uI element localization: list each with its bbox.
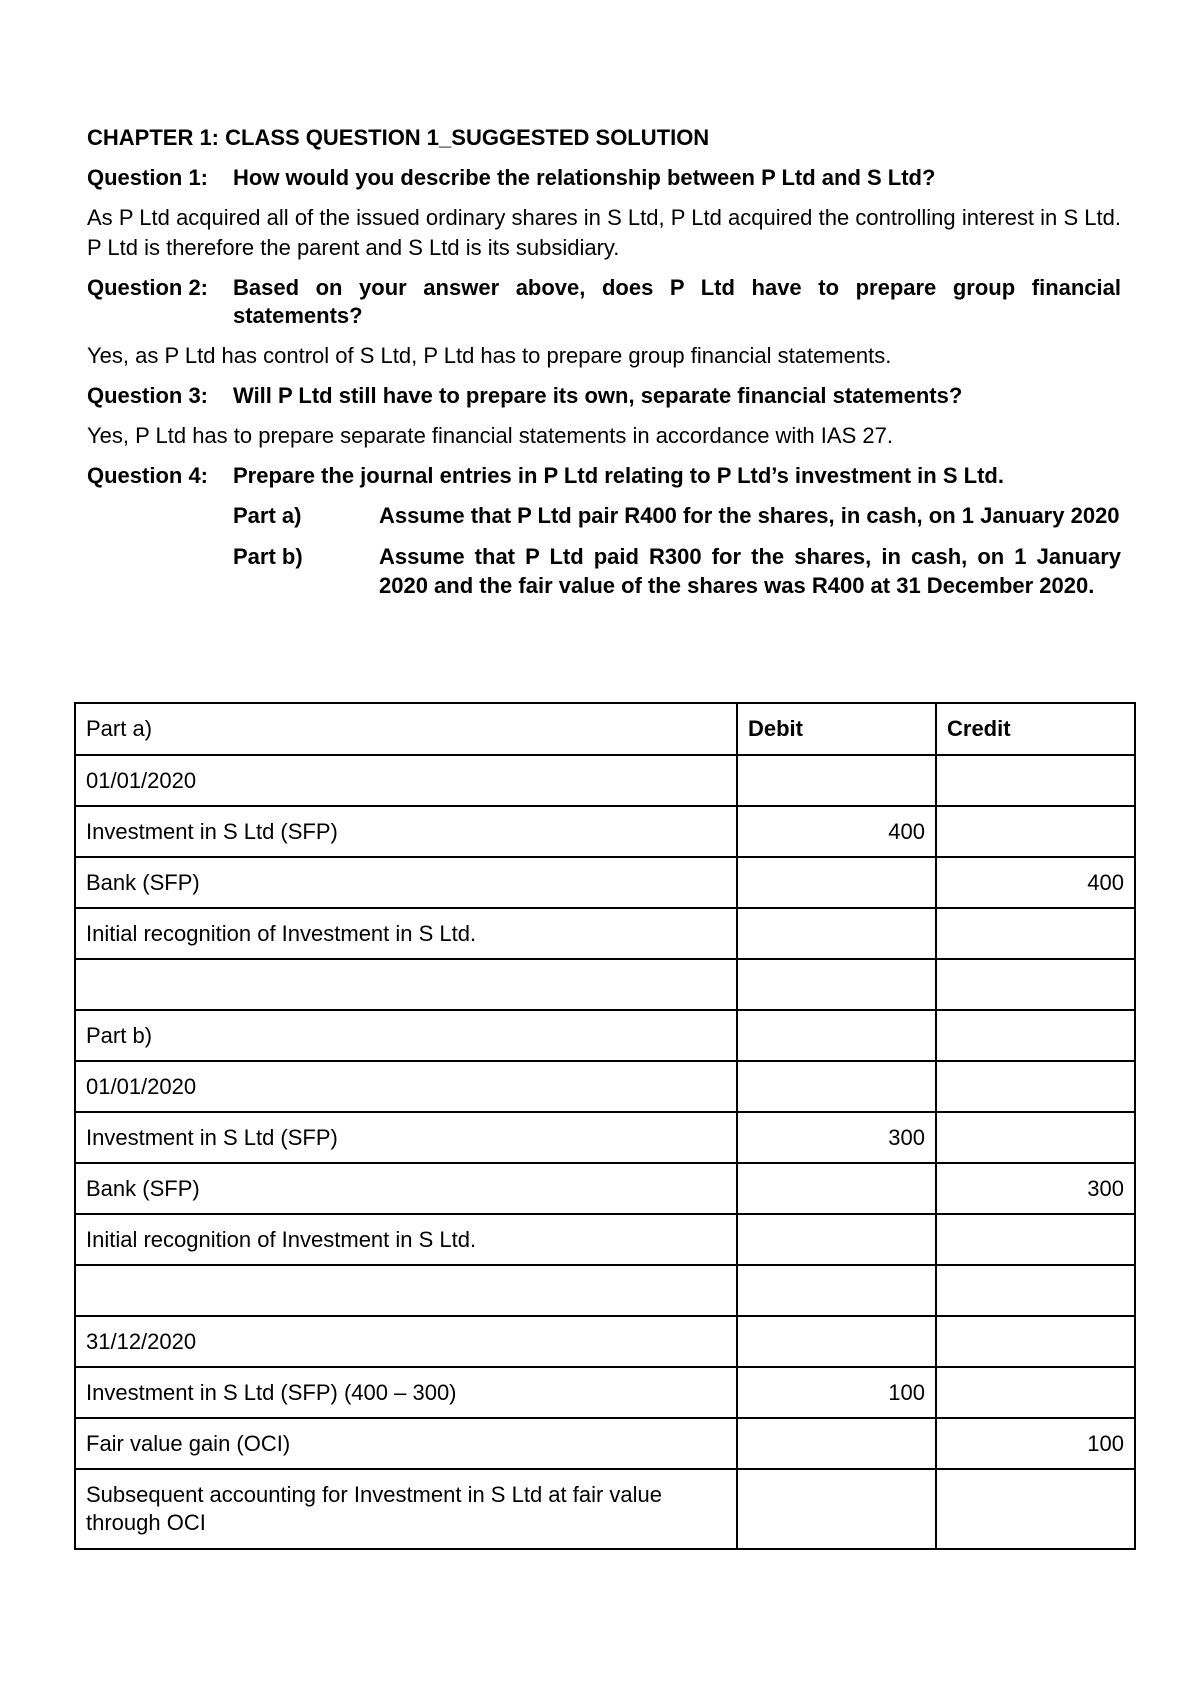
question-3 — [87, 382, 1121, 410]
table-row — [75, 1214, 1135, 1265]
row-debit — [737, 1010, 936, 1061]
row-description: Investment in S Ltd (SFP) — [75, 1112, 737, 1163]
table-row — [75, 1163, 1135, 1214]
row-credit — [936, 959, 1135, 1010]
row-credit — [936, 1112, 1135, 1163]
answer-1: As P Ltd acquired all of the issued ordinary shares in S Ltd, P Ltd acquired the controlling interest in S Ltd. P Ltd is therefore the parent and S Ltd is its subsidiary. — [87, 205, 1121, 260]
question-text: Based on your answer above, does P Ltd have to prepare group financial statements? — [233, 275, 1121, 328]
question-text: Prepare the journal entries in P Ltd relating to P Ltd’s investment in S Ltd. — [233, 463, 1004, 488]
row-description: Investment in S Ltd (SFP) — [75, 806, 737, 857]
question-label: Question 3: — [87, 383, 209, 408]
row-description: 01/01/2020 — [75, 755, 737, 806]
row-debit — [737, 1061, 936, 1112]
row-debit — [737, 1316, 936, 1367]
question-2 — [87, 274, 1121, 330]
answer-2: Yes, as P Ltd has control of S Ltd, P Ltd has to prepare group financial statements. — [87, 343, 892, 368]
row-credit: 400 — [936, 857, 1135, 908]
header-description: Part a) — [75, 703, 737, 755]
question-text: How would you describe the relationship between P Ltd and S Ltd? — [233, 165, 936, 190]
table-header-row — [75, 703, 1135, 755]
row-debit — [737, 1214, 936, 1265]
row-description: 01/01/2020 — [75, 1061, 737, 1112]
table-row — [75, 806, 1135, 857]
row-credit — [936, 908, 1135, 959]
row-description — [75, 1265, 737, 1316]
document-page — [87, 124, 1121, 612]
table-row — [75, 1061, 1135, 1112]
row-debit — [737, 1469, 936, 1549]
row-credit — [936, 1367, 1135, 1418]
row-debit — [737, 1418, 936, 1469]
row-credit — [936, 1061, 1135, 1112]
row-credit — [936, 1469, 1135, 1549]
row-description: Investment in S Ltd (SFP) (400 – 300) — [75, 1367, 737, 1418]
table-row — [75, 1112, 1135, 1163]
row-description: Initial recognition of Investment in S Ltd. — [75, 1214, 737, 1265]
question-1 — [87, 164, 1121, 192]
row-description: Bank (SFP) — [75, 857, 737, 908]
row-credit — [936, 1214, 1135, 1265]
part-b — [233, 542, 1121, 600]
table-row — [75, 1469, 1135, 1549]
part-a — [233, 501, 1121, 530]
row-credit — [936, 806, 1135, 857]
part-label: Part b) — [233, 544, 303, 569]
row-credit: 300 — [936, 1163, 1135, 1214]
table-row — [75, 857, 1135, 908]
table-row — [75, 959, 1135, 1010]
row-credit: 100 — [936, 1418, 1135, 1469]
row-debit — [737, 1265, 936, 1316]
row-description: Bank (SFP) — [75, 1163, 737, 1214]
row-description — [75, 959, 737, 1010]
row-debit: 100 — [737, 1367, 936, 1418]
part-text: Assume that P Ltd paid R300 for the shares, in cash, on 1 January 2020 and the fair value of the shares was R400 at 31 December 2020. — [379, 544, 1121, 598]
row-credit — [936, 755, 1135, 806]
row-description: Subsequent accounting for Investment in S Ltd at fair value through OCI — [75, 1469, 737, 1549]
journal-table — [74, 702, 1136, 1550]
part-text: Assume that P Ltd pair R400 for the shares, in cash, on 1 January 2020 — [379, 503, 1120, 528]
header-credit: Credit — [936, 703, 1135, 755]
question-label: Question 1: — [87, 165, 209, 190]
row-credit — [936, 1010, 1135, 1061]
question-4-parts — [233, 501, 1121, 600]
table-row — [75, 1316, 1135, 1367]
table-row — [75, 1010, 1135, 1061]
answer-3: Yes, P Ltd has to prepare separate financial statements in accordance with IAS 27. — [87, 423, 893, 448]
row-debit — [737, 1163, 936, 1214]
row-description: Initial recognition of Investment in S Ltd. — [75, 908, 737, 959]
row-debit — [737, 857, 936, 908]
table-row — [75, 1265, 1135, 1316]
row-debit: 400 — [737, 806, 936, 857]
table-row — [75, 755, 1135, 806]
part-label: Part a) — [233, 503, 302, 528]
question-label: Question 4: — [87, 463, 209, 488]
row-description: Fair value gain (OCI) — [75, 1418, 737, 1469]
row-description: Part b) — [75, 1010, 737, 1061]
page-title: CHAPTER 1: CLASS QUESTION 1_SUGGESTED SOLUTION — [87, 125, 710, 150]
row-debit: 300 — [737, 1112, 936, 1163]
row-description: 31/12/2020 — [75, 1316, 737, 1367]
row-debit — [737, 959, 936, 1010]
question-text: Will P Ltd still have to prepare its own, separate financial statements? — [233, 383, 963, 408]
row-debit — [737, 908, 936, 959]
header-debit: Debit — [737, 703, 936, 755]
question-4 — [87, 462, 1121, 490]
table-row — [75, 1367, 1135, 1418]
question-label: Question 2: — [87, 275, 209, 300]
table-row — [75, 908, 1135, 959]
row-credit — [936, 1316, 1135, 1367]
table-row — [75, 1418, 1135, 1469]
row-debit — [737, 755, 936, 806]
row-credit — [936, 1265, 1135, 1316]
